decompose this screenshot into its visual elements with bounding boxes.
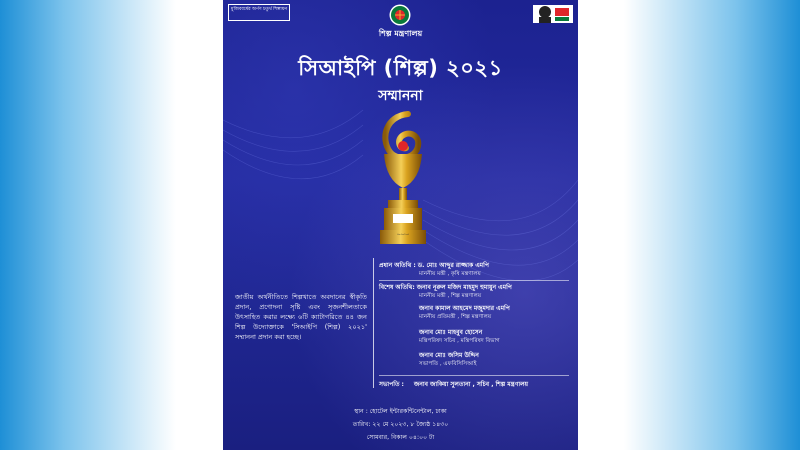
- trophy-caption: শিল্প মন্ত্রণালয়: [397, 233, 409, 236]
- bangladesh-government-emblem-icon: [389, 4, 411, 26]
- special-guest-2-block: [379, 305, 575, 321]
- special-guest-3-designation: মন্ত্রিপরিষদ সচিব , মন্ত্রিপরিষদ বিভাগ: [419, 338, 500, 344]
- chief-guest-role: প্রধান অতিথি :: [379, 262, 416, 269]
- chief-guest-block: [379, 262, 575, 278]
- chair-block: [379, 381, 575, 389]
- special-guest-2-name: জনাব কামাল আহমেদ মজুমদার এমপি: [419, 305, 510, 312]
- page-title: সিআইপি (শিল্প) ২০২১: [298, 56, 503, 80]
- special-guest-3-name: জনাব মোঃ মাহবুব হোসেন: [419, 329, 483, 336]
- event-time: সোমবার, বিকাল ০৪:০০ টা: [366, 434, 435, 441]
- trophy-icon: [368, 108, 438, 248]
- event-date: তারিখ: ২২ মে ২০২৩, ৮ জ্যৈষ্ঠ ১৪৩০: [352, 421, 449, 428]
- chair-role: সভাপতি :: [379, 381, 404, 388]
- special-guest-4-designation: সভাপতি , এফবিসিসিআই: [419, 361, 477, 367]
- award-description: জাতীয় অর্থনীতিতে শিল্পখাতে অবদানের স্বীকৃতি প্রদান, প্রণোদনা সৃষ্টি এবং সৃজনশীলতাকে উৎসাহিত করার লক্ষ্যে ৬টি ক্যাটাগরিতে ৪৪ জন শিল্প উদ্যোক্তাকে 'সিআইপি (শিল্প) ২০২১' সম্মাননা প্রদান করা হচ্ছে।: [235, 293, 367, 341]
- chief-guest-designation: মাননীয় মন্ত্রী , কৃষি মন্ত্রণালয়: [419, 271, 481, 277]
- ministry-name: শিল্প মন্ত্রণালয়: [378, 29, 423, 38]
- special-guest-4-name: জনাব মোঃ জসিম উদ্দিন: [419, 352, 479, 359]
- mujib-100-logo-icon: [533, 3, 573, 25]
- special-guest-1-block: [379, 284, 575, 300]
- mujib-year-badge: [228, 4, 290, 21]
- chief-guest-name: ড. মোঃ আব্দুর রাজ্জাক এমপি: [417, 262, 489, 269]
- special-guest-3-block: [379, 329, 575, 345]
- special-guest-1-designation: মাননীয় মন্ত্রী , শিল্প মন্ত্রণালয়: [419, 293, 482, 299]
- special-guest-1-name: জনাব নূরুল মজিদ মাহমুদ হুমায়ুন এমপি: [416, 284, 512, 291]
- special-guest-role: বিশেষ অতিথি:: [379, 284, 415, 291]
- special-guest-4-block: [379, 352, 575, 368]
- venue-place: স্থান : হোটেল ইন্টারকন্টিনেন্টাল, ঢাকা: [354, 408, 447, 415]
- badge-text: মুজিববর্ষের অর্পণ চতুর্থ শিল্পায়ন: [230, 7, 288, 12]
- section-divider: [379, 280, 569, 281]
- vertical-divider: [373, 258, 374, 388]
- page-subtitle: সম্মাননা: [378, 88, 423, 104]
- section-divider: [379, 375, 569, 376]
- special-guest-2-designation: মাননীয় প্রতিমন্ত্রী , শিল্প মন্ত্রণালয়: [419, 314, 492, 320]
- award-poster: [223, 0, 578, 450]
- chair-name: জনাব জাকিয়া সুলতানা , সচিব , শিল্প মন্ত্রণালয়: [413, 381, 529, 388]
